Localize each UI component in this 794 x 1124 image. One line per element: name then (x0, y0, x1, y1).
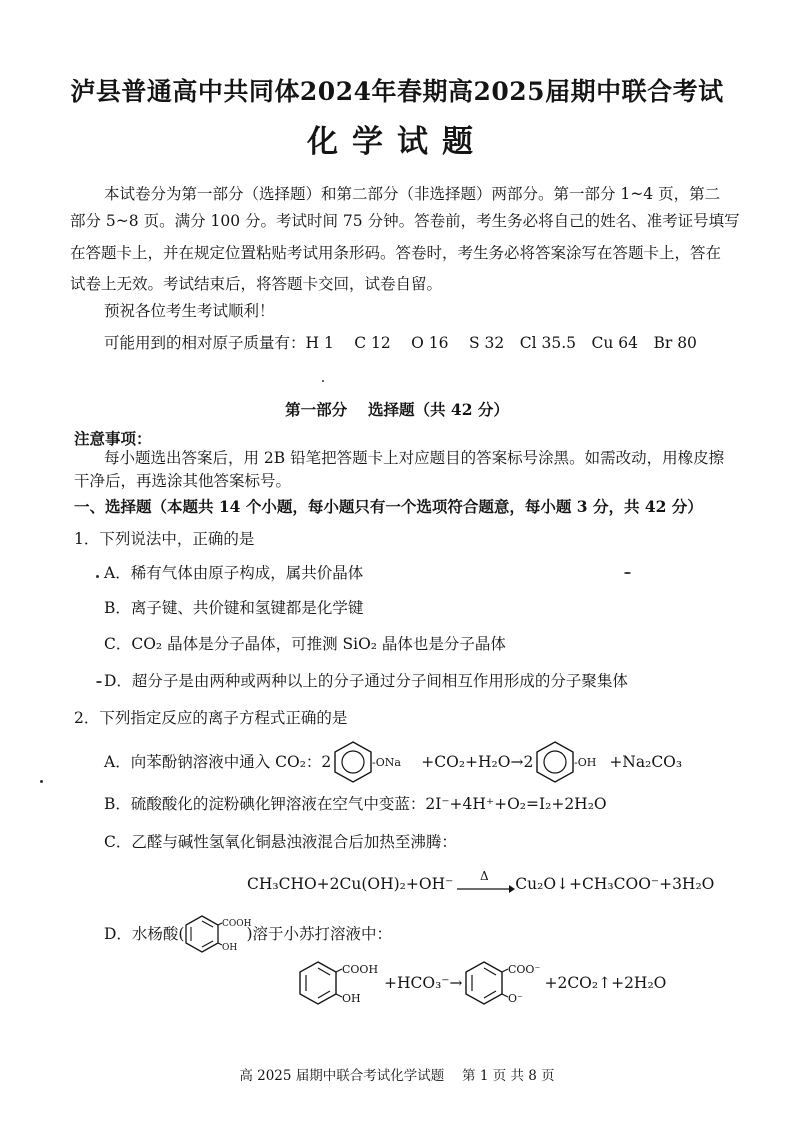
question-2-option-d (104, 914, 392, 954)
intro-line-4: 试卷上无效。考试结束后，将答题卡交回，试卷自留。 (70, 275, 443, 293)
notice-line-1: 每小题选出答案后，用 2B 铅笔把答题卡上对应题目的答案标号涂黑。如需改动，用橡皮擦 (104, 449, 725, 467)
page-footer: 高 2025 届期中联合考试化学试题 第 1 页 共 8 页 (239, 1068, 555, 1084)
question-2-option-b: B．硫酸酸化的淀粉碘化钾溶液在空气中变蓝：2I⁻+4H⁺+O₂=I₂+2H₂O (104, 795, 607, 813)
cooh-label: COOH (342, 963, 379, 976)
section-heading: 一、选择题（本题共 14 个小题，每小题只有一个选项符合题意，每小题 3 分，共 42 分） (74, 497, 703, 516)
salicylic-acid-structure (296, 959, 384, 1007)
intro-line-2: 部分 5~8 页。满分 100 分。考试时间 75 分钟。答卷前，考生务必将自己的姓名、准考证号填写 (70, 212, 740, 230)
question-2-option-c: C．乙醛与碱性氢氧化铜悬浊液混合后加热至沸腾： (104, 833, 457, 851)
equation-d-right: +2CO₂↑+2H₂O (544, 973, 667, 992)
intro-line-3: 在答题卡上，并在规定位置粘贴考试用条形码。答卷时，考生务必将答案涂写在答题卡上，答在 (70, 244, 722, 262)
equation-d-middle: +HCO₃⁻→ (384, 973, 463, 992)
oh-label: -OH (574, 756, 597, 769)
question-1-option-c: C．CO₂ 晶体是分子晶体，可推测 SiO₂ 晶体也是分子晶体 (104, 635, 506, 653)
equation-c-right: Cu₂O↓+CH₃COO⁻+3H₂O (515, 874, 715, 893)
scan-speck (96, 681, 102, 683)
scan-speck (322, 380, 324, 382)
sodium-phenoxide-structure (331, 740, 421, 784)
ona-label: -ONa (372, 756, 402, 769)
intro-line-1: 本试卷分为第一部分（选择题）和第二部分（非选择题）两部分。第一部分 1~4 页，第二 (104, 185, 721, 203)
question-1-stem: 1．下列说法中，正确的是 (74, 530, 255, 548)
scan-speck (40, 780, 43, 783)
heat-arrow-icon (453, 869, 515, 899)
part-one-title: 第一部分 选择题（共 42 分） (285, 400, 509, 419)
exam-title: 泸县普通高中共同体2024年春期高2025届期中联合考试 (70, 77, 724, 106)
option-a-prefix: A．向苯酚钠溶液中通入 CO₂：2 (104, 752, 332, 771)
option-d-equation (296, 958, 666, 1008)
option-d-suffix: )溶于小苏打溶液中： (246, 924, 393, 943)
scan-speck (624, 572, 631, 574)
equation-c-left: CH₃CHO+2Cu(OH)₂+OH⁻ (247, 874, 454, 893)
delta-label: Δ (480, 869, 489, 883)
salicylate-dianion-structure (462, 959, 544, 1007)
good-luck-line: 预祝各位考生考试顺利！ (104, 302, 275, 320)
notice-label: 注意事项： (74, 429, 152, 448)
question-1-option-d: D．超分子是由两种或两种以上的分子通过分子间相互作用形成的分子聚集体 (104, 672, 628, 690)
salicylic-acid-structure (184, 914, 252, 954)
subject-title: 化学试题 (307, 124, 487, 160)
question-2-option-a (104, 740, 682, 784)
question-2-stem: 2．下列指定反应的离子方程式正确的是 (74, 709, 348, 727)
atomic-mass-line: 可能用到的相对原子质量有：H 1 C 12 O 16 S 32 Cl 35.5 Cu 64 Br 80 (104, 334, 697, 352)
phenol-structure (533, 740, 609, 784)
option-d-prefix: D．水杨酸( (104, 924, 185, 943)
scan-speck (96, 575, 99, 578)
oh-label: OH (342, 992, 361, 1005)
coo-minus-label: COO⁻ (508, 963, 541, 976)
option-a-suffix: +Na₂CO₃ (609, 752, 683, 771)
option-a-middle: +CO₂+H₂O→2 (421, 752, 534, 771)
question-1-option-b: B．离子键、共价键和氢键都是化学键 (104, 599, 364, 617)
notice-line-2: 干净后，再选涂其他答案标号。 (74, 472, 292, 490)
option-c-equation (247, 868, 714, 900)
o-minus-label: O⁻ (508, 992, 524, 1005)
question-1-option-a: A．稀有气体由原子构成，属共价晶体 (104, 564, 364, 582)
oh-label: OH (222, 943, 238, 953)
cooh-label: COOH (222, 919, 252, 929)
